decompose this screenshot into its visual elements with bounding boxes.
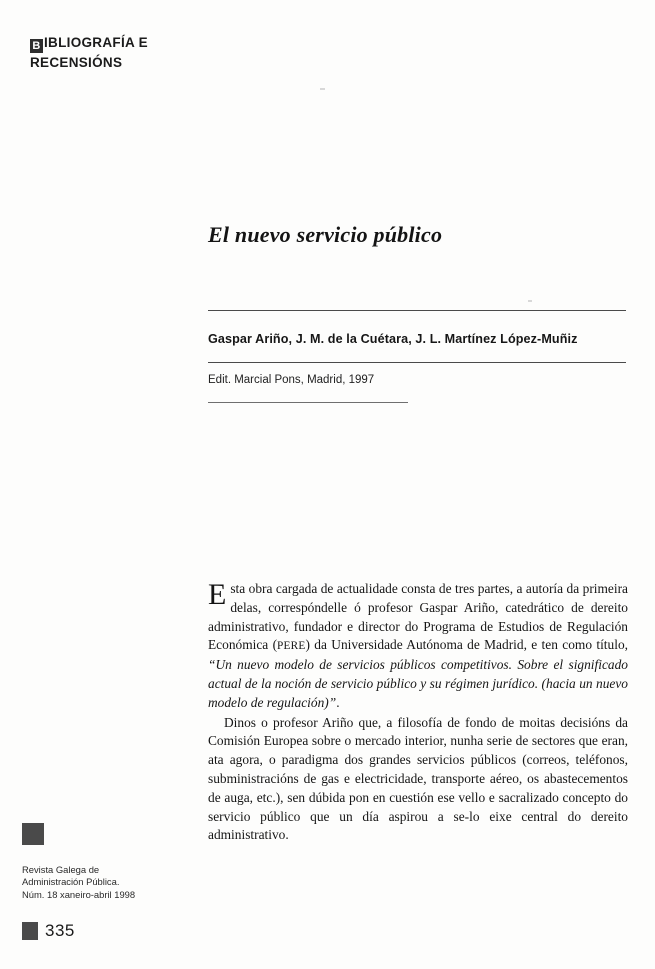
running-head-line-1 bbox=[30, 33, 290, 53]
divider-above-authors bbox=[208, 310, 626, 311]
folio bbox=[22, 921, 75, 941]
paragraph-1-quote: “Un nuevo modelo de servicios públicos competitivos. Sobre el significado actual de la noción de servicio público y su régimen jurídico. (hacia un nuevo modelo de regulación)” bbox=[208, 657, 628, 710]
page-title: El nuevo servicio público bbox=[208, 222, 443, 247]
scan-speck bbox=[320, 88, 325, 90]
running-head bbox=[30, 33, 290, 73]
paragraph-1-part-a: sta obra cargada de actualidade consta de tres partes, a autoría da primeira delas, correspóndelle ó profesor Gaspar Ariño, catedrático de dereito administrativo, fundador e director do Programa de Estudios de Regulación Económica ( bbox=[208, 581, 628, 653]
imprint-line: Edit. Marcial Pons, Madrid, 1997 bbox=[208, 374, 375, 386]
journal-imprint bbox=[22, 864, 172, 901]
paragraph-1-part-b: ) da Universidade Autónoma de Madrid, e ten como título, bbox=[305, 637, 628, 653]
running-head-dropcap: B bbox=[30, 39, 43, 53]
body-text bbox=[208, 580, 628, 845]
scan-speck bbox=[528, 300, 532, 302]
footer-marker-square bbox=[22, 823, 44, 845]
divider-below-authors bbox=[208, 362, 626, 363]
running-head-line-2: RECENSIÓNS bbox=[30, 55, 123, 70]
running-head-line-1-text: IBLIOGRAFÍA E bbox=[44, 35, 148, 50]
journal-name-line-1: Revista Galega de bbox=[22, 864, 100, 875]
folio-marker-square bbox=[22, 922, 38, 940]
journal-issue: Núm. 18 xaneiro-abril 1998 bbox=[22, 888, 136, 900]
authors-line: Gaspar Ariño, J. M. de la Cuétara, J. L. Martínez López-Muñiz bbox=[208, 332, 578, 346]
divider-below-imprint bbox=[208, 402, 408, 403]
paragraph-1-acronym: PERE bbox=[277, 640, 306, 653]
page-number: 335 bbox=[45, 921, 75, 940]
paragraph-2: Dinos o profesor Ariño que, a filosofía de fondo de moitas decisións da Comisión Europea sobre o mercado interior, nunha serie de sectores que eran, ata agora, o paradigma dos grandes servicios públicos (correos, teléfonos, subministracións de gas e electricidade, transporte aéreo, os abastecementos de auga, etc.), sen dúbida pon en cuestión ese vello e sacralizado concepto do servicio público que un día aspirou a se-lo eixe central do dereito administrativo. bbox=[208, 714, 628, 843]
drop-initial: E bbox=[208, 578, 227, 611]
paragraph-1 bbox=[208, 580, 628, 713]
paragraph-1-part-c: . bbox=[336, 694, 340, 710]
journal-name-line-2: Administración Pública. bbox=[22, 876, 120, 888]
